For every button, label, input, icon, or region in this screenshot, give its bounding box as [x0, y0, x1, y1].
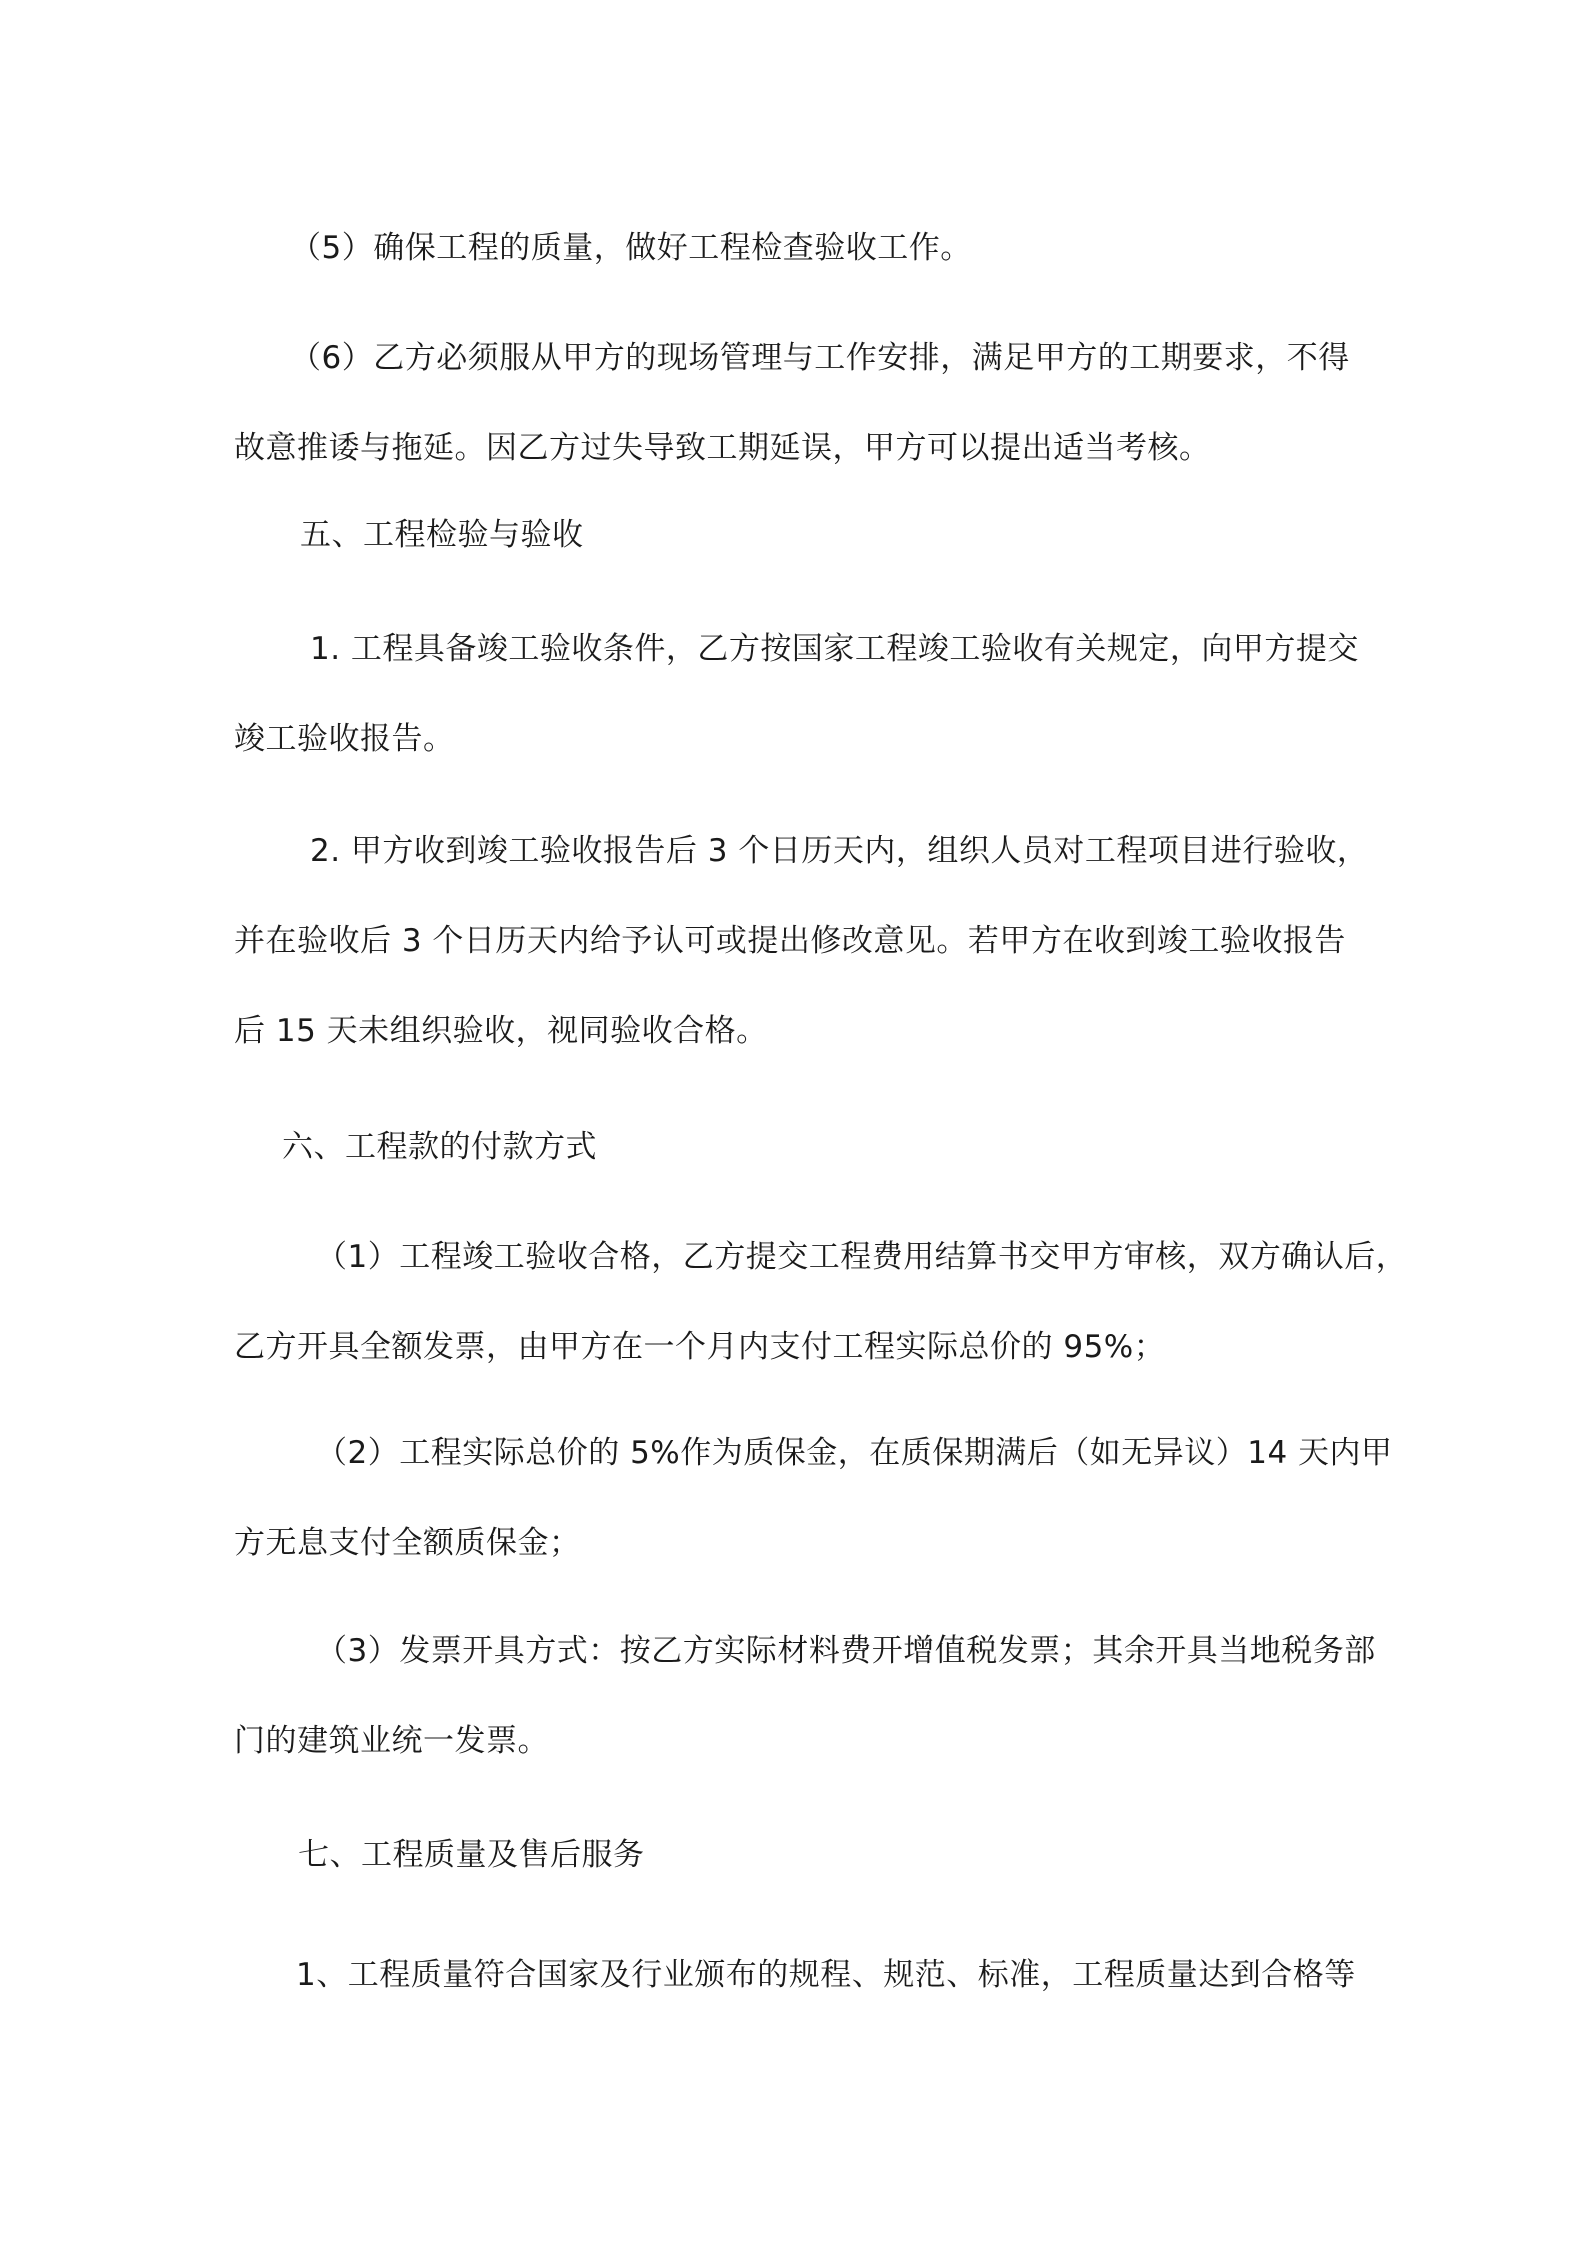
section-heading-6 [282, 1102, 1422, 1192]
text-line: （1）工程竣工验收合格，乙方提交工程费用结算书交甲方审核，双方确认后， [316, 1239, 1408, 1275]
clause-6 [234, 313, 1374, 493]
text-line: 后 15 天未组织验收，视同验收合格。 [234, 1013, 768, 1049]
clause-6-2 [234, 1408, 1393, 1588]
clause-5 [290, 203, 1390, 293]
section-heading-5 [300, 490, 1440, 580]
text-line: 方无息支付全额质保金； [234, 1525, 581, 1561]
clause-5-1 [234, 604, 1374, 784]
text-line: 门的建筑业统一发票。 [234, 1723, 549, 1759]
text-line: 1、工程质量符合国家及行业颁布的规程、规范、标准，工程质量达到合格等 [296, 1957, 1356, 1993]
text-line: （6）乙方必须服从甲方的现场管理与工作安排，满足甲方的工期要求，不得 [290, 340, 1350, 376]
text-line: （2）工程实际总价的 5%作为质保金，在质保期满后（如无异议）14 天内甲 [316, 1435, 1393, 1471]
heading-text: 六、工程款的付款方式 [282, 1129, 597, 1165]
clause-6-1 [234, 1212, 1408, 1392]
text-line: 2. 甲方收到竣工验收报告后 3 个日历天内，组织人员对工程项目进行验收， [310, 833, 1369, 869]
clause-5-2 [234, 806, 1374, 1076]
text-line: 乙方开具全额发票，由甲方在一个月内支付工程实际总价的 95%； [234, 1329, 1166, 1365]
section-heading-7 [298, 1810, 1438, 1900]
heading-text: 五、工程检验与验收 [300, 517, 584, 553]
text-line: 1. 工程具备竣工验收条件，乙方按国家工程竣工验收有关规定，向甲方提交 [310, 631, 1359, 667]
text-line: （3）发票开具方式：按乙方实际材料费开增值税发票；其余开具当地税务部 [316, 1633, 1376, 1669]
heading-text: 七、工程质量及售后服务 [298, 1837, 645, 1873]
text-line: （5）确保工程的质量，做好工程检查验收工作。 [290, 230, 972, 266]
clause-7-1 [296, 1930, 1386, 2020]
text-line: 竣工验收报告。 [234, 721, 455, 757]
clause-6-3 [234, 1606, 1374, 1786]
text-line: 并在验收后 3 个日历天内给予认可或提出修改意见。若甲方在收到竣工验收报告 [234, 923, 1346, 959]
text-line: 故意推诿与拖延。因乙方过失导致工期延误，甲方可以提出适当考核。 [234, 430, 1211, 466]
